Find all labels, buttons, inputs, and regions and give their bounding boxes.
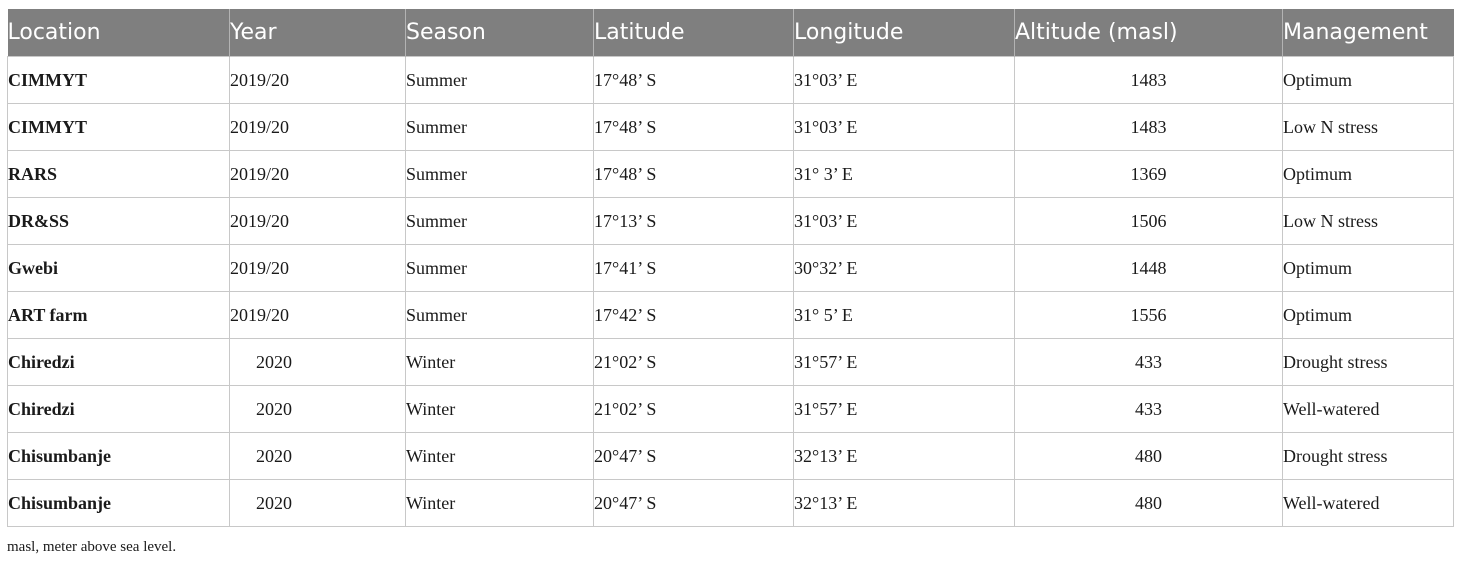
cell-longitude: 31° 5’ E (794, 292, 1015, 339)
cell-season: Summer (406, 104, 594, 151)
cell-latitude: 20°47’ S (594, 480, 794, 527)
cell-location: Gwebi (8, 245, 230, 292)
cell-altitude: 480 (1015, 480, 1283, 527)
cell-longitude: 32°13’ E (794, 433, 1015, 480)
header-location: Location (8, 9, 230, 57)
table-row (8, 480, 1454, 527)
cell-year: 2019/20 (230, 198, 406, 245)
cell-management: Optimum (1283, 151, 1454, 198)
cell-latitude: 21°02’ S (594, 339, 794, 386)
cell-season: Summer (406, 245, 594, 292)
cell-altitude: 1506 (1015, 198, 1283, 245)
cell-longitude: 30°32’ E (794, 245, 1015, 292)
cell-longitude: 31°03’ E (794, 198, 1015, 245)
cell-latitude: 17°48’ S (594, 151, 794, 198)
cell-year: 2019/20 (230, 245, 406, 292)
cell-season: Summer (406, 292, 594, 339)
table-row (8, 151, 1454, 198)
cell-management: Well-watered (1283, 480, 1454, 527)
table-row (8, 57, 1454, 104)
cell-altitude: 480 (1015, 433, 1283, 480)
cell-longitude: 31°03’ E (794, 57, 1015, 104)
cell-location: Chiredzi (8, 386, 230, 433)
table-row (8, 198, 1454, 245)
cell-longitude: 31°57’ E (794, 339, 1015, 386)
cell-latitude: 17°42’ S (594, 292, 794, 339)
cell-altitude: 433 (1015, 386, 1283, 433)
cell-location: Chisumbanje (8, 480, 230, 527)
cell-season: Winter (406, 339, 594, 386)
cell-longitude: 31°03’ E (794, 104, 1015, 151)
cell-longitude: 32°13’ E (794, 480, 1015, 527)
table-row (8, 292, 1454, 339)
cell-altitude: 433 (1015, 339, 1283, 386)
cell-latitude: 21°02’ S (594, 386, 794, 433)
cell-season: Summer (406, 57, 594, 104)
cell-location: RARS (8, 151, 230, 198)
cell-year: 2019/20 (230, 151, 406, 198)
cell-location: CIMMYT (8, 104, 230, 151)
cell-altitude: 1448 (1015, 245, 1283, 292)
cell-location: Chisumbanje (8, 433, 230, 480)
cell-latitude: 17°13’ S (594, 198, 794, 245)
cell-latitude: 17°48’ S (594, 104, 794, 151)
table-row (8, 245, 1454, 292)
header-latitude: Latitude (594, 9, 794, 57)
cell-location: CIMMYT (8, 57, 230, 104)
cell-year: 2020 (230, 433, 406, 480)
cell-location: DR&SS (8, 198, 230, 245)
cell-altitude: 1369 (1015, 151, 1283, 198)
cell-location: ART farm (8, 292, 230, 339)
table-row (8, 339, 1454, 386)
cell-season: Summer (406, 198, 594, 245)
header-longitude: Longitude (794, 9, 1015, 57)
header-altitude: Altitude (masl) (1015, 9, 1283, 57)
cell-season: Winter (406, 386, 594, 433)
cell-altitude: 1483 (1015, 57, 1283, 104)
header-management: Management (1283, 9, 1454, 57)
table-row (8, 104, 1454, 151)
table-row (8, 386, 1454, 433)
header-season: Season (406, 9, 594, 57)
cell-year: 2019/20 (230, 292, 406, 339)
cell-management: Drought stress (1283, 339, 1454, 386)
cell-latitude: 17°48’ S (594, 57, 794, 104)
cell-management: Well-watered (1283, 386, 1454, 433)
cell-season: Winter (406, 433, 594, 480)
cell-altitude: 1556 (1015, 292, 1283, 339)
cell-longitude: 31°57’ E (794, 386, 1015, 433)
cell-year: 2019/20 (230, 57, 406, 104)
cell-year: 2020 (230, 480, 406, 527)
trial-sites-table (7, 9, 1454, 527)
table-footnote: masl, meter above sea level. (7, 539, 177, 555)
cell-altitude: 1483 (1015, 104, 1283, 151)
cell-season: Winter (406, 480, 594, 527)
cell-year: 2019/20 (230, 104, 406, 151)
cell-management: Drought stress (1283, 433, 1454, 480)
cell-season: Summer (406, 151, 594, 198)
cell-latitude: 20°47’ S (594, 433, 794, 480)
header-year: Year (230, 9, 406, 57)
cell-location: Chiredzi (8, 339, 230, 386)
cell-latitude: 17°41’ S (594, 245, 794, 292)
header-row (8, 9, 1454, 57)
cell-year: 2020 (230, 386, 406, 433)
cell-management: Optimum (1283, 292, 1454, 339)
cell-management: Low N stress (1283, 198, 1454, 245)
cell-year: 2020 (230, 339, 406, 386)
cell-management: Optimum (1283, 57, 1454, 104)
cell-management: Low N stress (1283, 104, 1454, 151)
table-row (8, 433, 1454, 480)
cell-longitude: 31° 3’ E (794, 151, 1015, 198)
cell-management: Optimum (1283, 245, 1454, 292)
